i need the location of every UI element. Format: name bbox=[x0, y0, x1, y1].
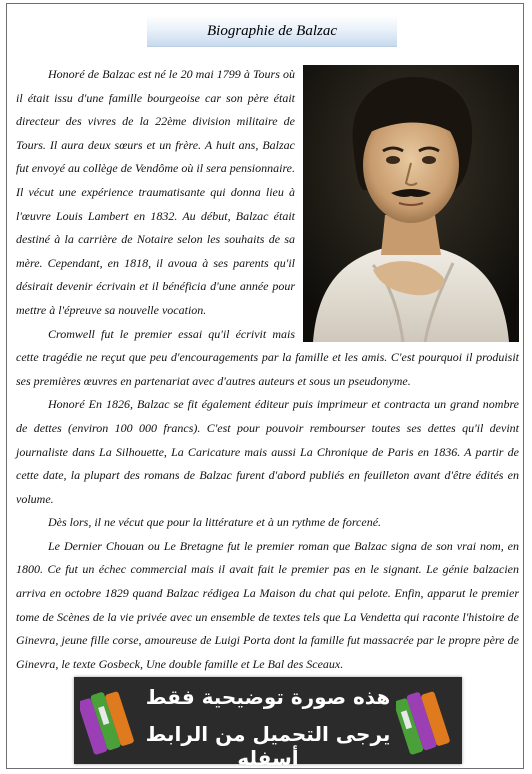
paragraph-5: Le Dernier Chouan ou Le Bretagne fut le premier roman que Balzac signa de son vrai nom, en 1800. Ce fut un échec commercial mais il avait fait le premier pas en le signant. Le génie balzacien arriva en octobre 1829 quand Balzac rédigea La Maison du chat qui pelote. Enfin, apparut le premier tome de Scènes de la vie privée avec un ensemble de textes tels que La Vendetta qui raconte l'histoire de Ginevra, jeune fille corse, amoureuse de Luigi Porta dont la famille fut massacrée par le propre père de Ginevra, le texte Gosbeck, Une double famille et Le Bal des Sceaux. bbox=[16, 538, 519, 671]
paragraph-4: Dès lors, il ne vécut que pour la littérature et à un rythme de forcené. bbox=[48, 515, 382, 530]
biography-text bbox=[16, 63, 519, 676]
paragraph-2: Cromwell fut le premier essai qu'il écrivit mais cette tragédie ne reçut que peu d'encouragements par la famille et les amis. C'est pourquoi il produisit ses premières œuvres en partenariat avec d'autres auteurs et sous un pseudonyme. bbox=[16, 326, 519, 388]
balzac-portrait-image bbox=[303, 65, 519, 342]
paragraph-3: Honoré En 1826, Balzac se fit également éditeur puis imprimeur et contracta un grand nombre de dettes (environ 100 000 francs). C'est pour pouvoir rembourser toutes ses dettes qu'il devint journaliste dans La Silhouette, La Caricature mais aussi La Chronique de Paris en 1836. A partir de cette date, la plupart des romans de Balzac furent d'abord publiés en feuilleton avant d'être édités en volume. bbox=[16, 397, 519, 506]
notice-line-2: يرجى التحميل من الرابط أسفله bbox=[145, 722, 391, 770]
document-title: Biographie de Balzac bbox=[147, 16, 397, 47]
paragraph-1: Honoré de Balzac est né le 20 mai 1799 à Tours où il était issu d'une famille bourgeoise car son père était directeur des vivres de la 22ème division militaire de Tours. Il aura deux sœurs et un frère. A huit ans, Balzac fut envoyé au collège de Vendôme où il sera pensionnaire. Il vécut une expérience traumatisante qui donna lieu à l'œuvre Louis Lambert en 1832. Au début, Balzac était destiné à la carrière de Notaire selon les souhaits de sa mère. Cependant, en 1818, il avoua à ses parents qu'il désirait devenir écrivain et il bénéficia d'une année pour mettre à l'épreuve sa nouvelle vocation. bbox=[16, 67, 295, 317]
notice-line-1: هذه صورة توضيحية فقط bbox=[145, 685, 391, 709]
download-notice-banner bbox=[74, 677, 462, 770]
books-icon bbox=[80, 685, 140, 757]
books-icon bbox=[396, 685, 456, 757]
